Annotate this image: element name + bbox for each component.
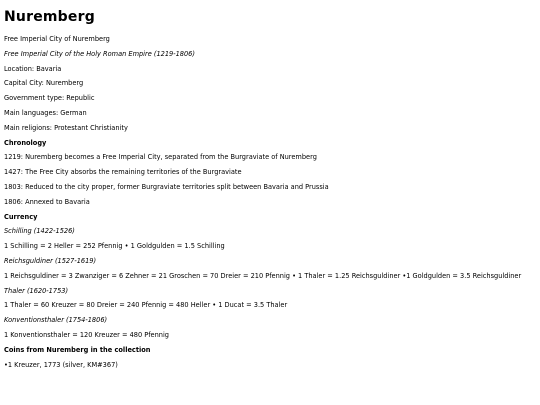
- intro-line: Main languages: German: [4, 108, 87, 117]
- currency-system-name: Reichsguldiner (1527-1619): [4, 256, 97, 265]
- intro-section: [4, 35, 536, 132]
- chronology-heading: Chronology: [4, 138, 47, 147]
- intro-line: Free Imperial City of Nuremberg: [4, 35, 110, 43]
- currency-system-rate: 1 Konventionsthaler = 120 Kreuzer = 480 Pfennig: [4, 330, 169, 339]
- coin-item[interactable]: •1 Kreuzer, 1773 (silver, KM#367): [4, 360, 118, 369]
- intro-line: Government type: Republic: [4, 94, 95, 103]
- intro-line: Location: Bavaria: [4, 64, 62, 73]
- currency-heading: Currency: [4, 212, 38, 221]
- intro-line: Free Imperial City of the Holy Roman Empire (1219-1806): [4, 49, 195, 58]
- page-title: Nuremberg: [4, 9, 95, 25]
- chronology-item: 1803: Reduced to the city proper, former Burgraviate territories split between Bavaria and Prussia: [4, 182, 329, 191]
- coins-heading: Coins from Nuremberg in the collection: [4, 345, 151, 354]
- intro-line: Capital City: Nuremberg: [4, 79, 84, 88]
- currency-system-rate: 1 Schilling = 2 Heller = 252 Pfennig • 1 Goldgulden = 1.5 Schilling: [4, 242, 225, 251]
- chronology-item: 1427: The Free City absorbs the remaining territories of the Burgraviate: [4, 168, 242, 177]
- chronology-section: [4, 139, 536, 206]
- currency-section: [4, 213, 536, 339]
- intro-line: Main religions: Protestant Christianity: [4, 123, 128, 132]
- currency-system-name: Konventionsthaler (1754-1806): [4, 316, 108, 325]
- currency-system-rate: 1 Thaler = 60 Kreuzer = 80 Dreier = 240 Pfennig = 480 Heller • 1 Ducat = 3.5 Thaler: [4, 301, 288, 310]
- coins-section: [4, 346, 536, 369]
- chronology-item: 1806: Annexed to Bavaria: [4, 197, 90, 206]
- currency-system-name: Schilling (1422-1526): [4, 227, 75, 236]
- currency-system-rate: 1 Reichsguldiner = 3 Zwanziger = 6 Zehner = 21 Groschen = 70 Dreier = 210 Pfennig • 1 Thaler = 1.25 Reichsguldiner •1 Goldgulden = 3.5 Reichsguldiner: [4, 271, 522, 280]
- chronology-item: 1219: Nuremberg becomes a Free Imperial City, separated from the Burgraviate of Nuremberg: [4, 153, 317, 162]
- currency-system-name: Thaler (1620-1753): [4, 286, 69, 295]
